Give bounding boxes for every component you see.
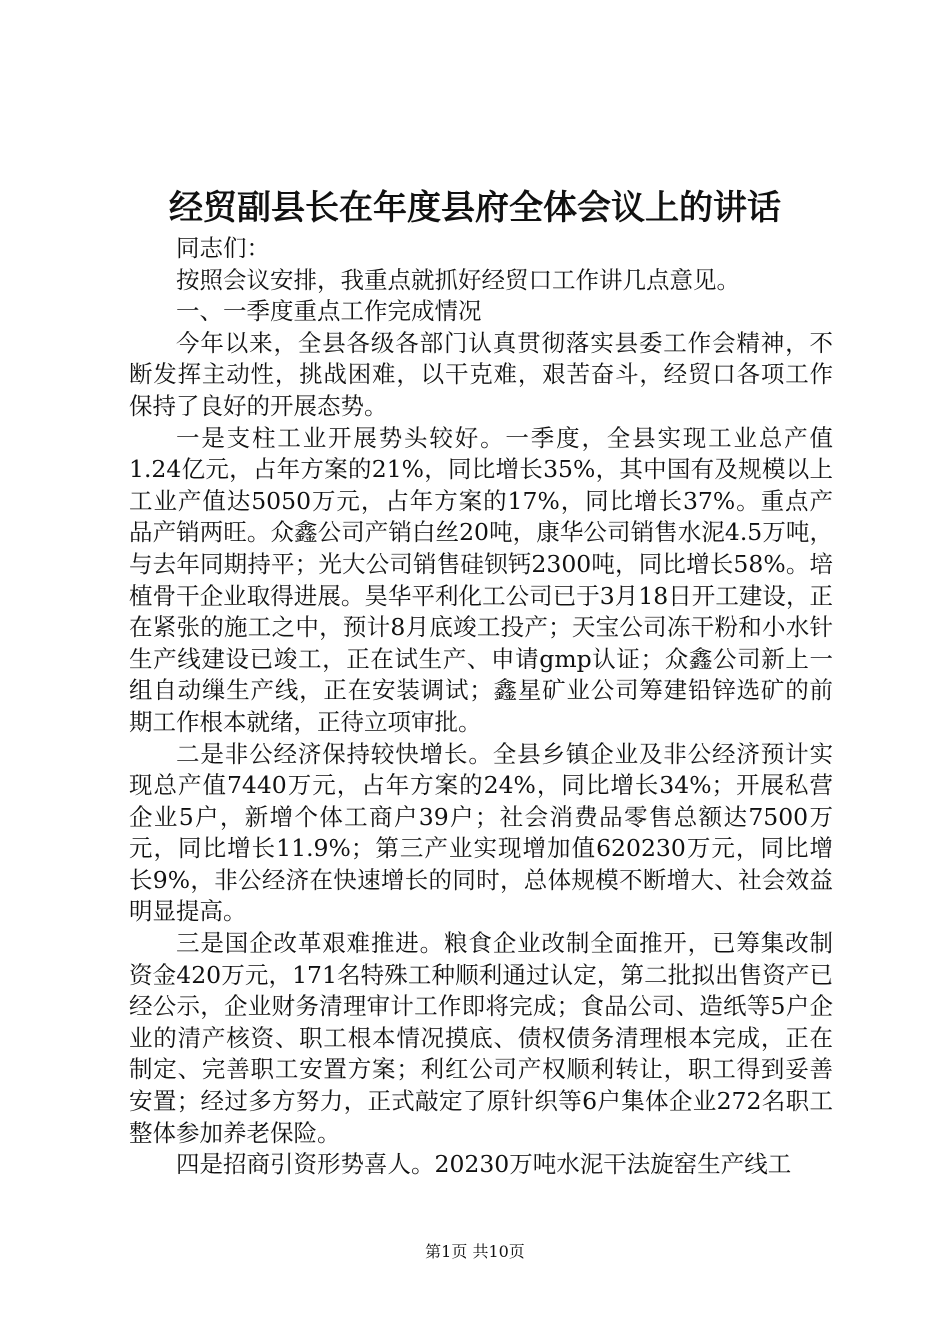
document-body	[129, 233, 833, 1181]
body-paragraph: 今年以来，全县各级各部门认真贯彻落实县委工作会精神，不断发挥主动性，挑战困难，以干克难，艰苦奋斗，经贸口各项工作保持了良好的开展态势。	[129, 328, 833, 420]
body-paragraph: 一是支柱工业开展势头较好。一季度，全县实现工业总产值1.24亿元，占年方案的21%，同比增长35%，其中国有及规模以上工业产值达5050万元，占年方案的17%，同比增长37%。重点产品产销两旺。众鑫公司产销白丝20吨，康华公司销售水泥4.5万吨，与去年同期持平；光大公司销售硅钡钙2300吨，同比增长58%。培植骨干企业取得进展。昊华平利化工公司已于3月18日开工建设，正在紧张的施工之中，预计8月底竣工投产；天宝公司冻干粉和小水针生产线建设已竣工，正在试生产、申请gmp认证；众鑫公司新上一组自动缫生产线，正在安装调试；鑫星矿业公司筹建铅锌选矿的前期工作根本就绪，正待立项审批。	[129, 423, 833, 736]
intro-paragraph: 按照会议安排，我重点就抓好经贸口工作讲几点意见。	[176, 265, 740, 294]
body-paragraph: 四是招商引资形势喜人。20230万吨水泥干法旋窑生产线工	[176, 1150, 792, 1179]
section-heading: 一、一季度重点工作完成情况	[176, 297, 482, 326]
document-title: 经贸副县长在年度县府全体会议上的讲话	[169, 188, 781, 228]
page-footer: 第1页 共10页	[425, 1242, 525, 1261]
greeting: 同志们：	[176, 234, 270, 262]
body-paragraph: 二是非公经济保持较快增长。全县乡镇企业及非公经济预计实现总产值7440万元，占年方案的24%，同比增长34%；开展私营企业5户，新增个体工商户39户；社会消费品零售总额达7500万元，同比增长11.9%；第三产业实现增加值620230万元，同比增长9%，非公经济在快速增长的同时，总体规模不断增大、社会效益明显提高。	[129, 739, 833, 926]
body-paragraph: 三是国企改革艰难推进。粮食企业改制全面推开，已筹集改制资金420万元，171名特殊工种顺利通过认定，第二批拟出售资产已经公示，企业财务清理审计工作即将完成；食品公司、造纸等5户企业的清产核资、职工根本情况摸底、债权债务清理根本完成，正在制定、完善职工安置方案；利红公司产权顺利转让，职工得到妥善安置；经过多方努力，正式敲定了原针织等6户集体企业272名职工整体参加养老保险。	[129, 929, 833, 1147]
